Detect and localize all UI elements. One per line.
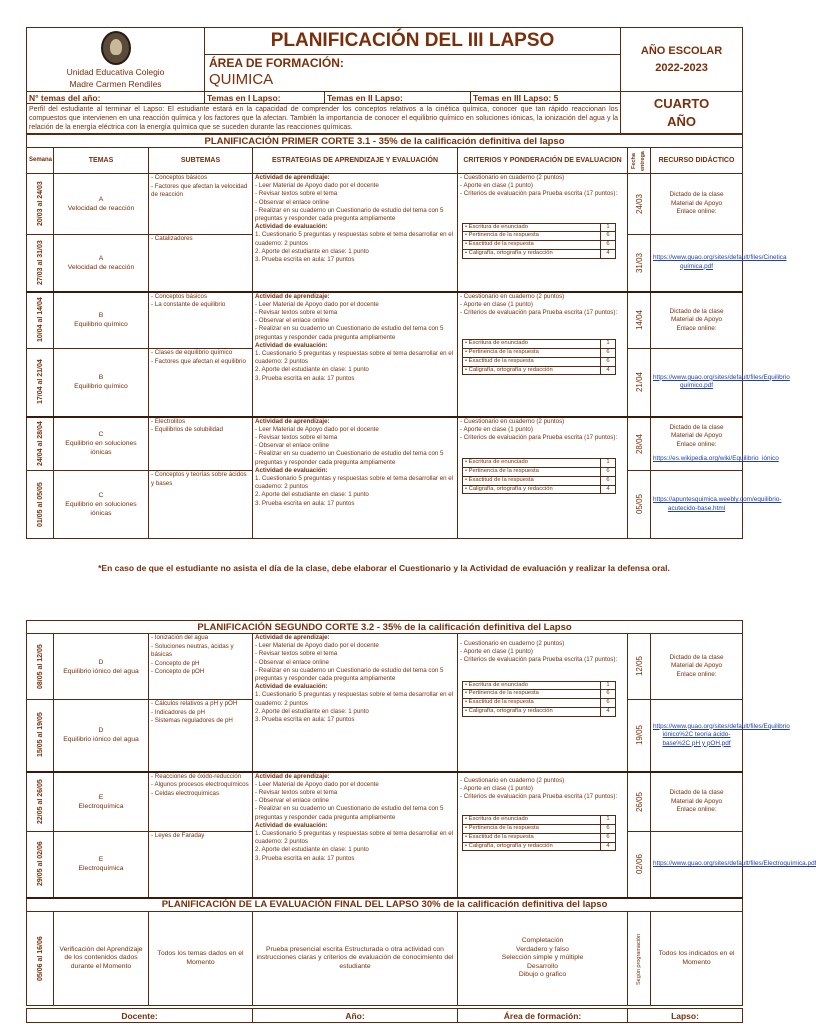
resource-link[interactable]: https://www.guao.org/sites/default/files/Equilibrio químico.pdf xyxy=(653,373,790,390)
resource-link[interactable]: https://www.guao.org/sites/default/files/Cinetica química.pdf xyxy=(653,254,787,270)
subtopic: - Conceptos básicos xyxy=(151,292,208,300)
final-criteria-item: Verdadero y falso xyxy=(516,945,569,953)
week-cell: 17/04 al 21/04 xyxy=(36,359,44,405)
evaluation-item: 2. Aporte del estudiante en clase: 1 punto xyxy=(255,707,369,715)
subtopic: - Conceptos básicos xyxy=(151,174,208,181)
resource-line: Material de Apoyo xyxy=(670,662,723,670)
strategy-cell: Actividad de aprendizaje: - Leer Material de Apoyo dado por el docente - Revisar textos sobre el tema - Observar el enlace online - Realizar en su cuaderno un Cuestionario de estudio del tema con 5 preguntas y responder cada pregunta ampliamente Actividad de evaluación: 1. Cuestionario 5 preguntas y respuestas sobre el tema desarrollar en el cuaderno: 2 puntos 2. Aporte del estudiante en clase: 1 punto 3. Prueba escrita en aula: 17 puntos xyxy=(253,634,458,772)
criteria-item: Criterios de evaluación para Prueba escrita (17 puntos): xyxy=(463,190,618,198)
topic-name: Equilibrio iónico del agua xyxy=(63,667,139,675)
criteria-label: • Exactitud de la respuesta xyxy=(463,357,601,366)
subtopic: - Factores que afectan la velocidad de reacción xyxy=(151,182,248,199)
criteria-points: 4 xyxy=(601,485,616,494)
subtopic: - Ionización del agua xyxy=(151,634,209,641)
final-criteria-item: Selección simple y múltiple xyxy=(501,954,584,962)
evaluation-item: 2. Aporte del estudiante en clase: 1 punto xyxy=(255,846,369,854)
strategy-item: Revisar textos sobre el tema xyxy=(258,190,338,198)
due-date: 12/05 xyxy=(634,656,644,677)
strategy-item: Observar el enlace online xyxy=(258,198,329,206)
evaluation-label: Actividad de evaluación: xyxy=(255,223,328,231)
topic-letter: E xyxy=(98,793,104,801)
area-label: ÁREA DE FORMACIÓN: xyxy=(209,56,344,70)
col-semana: Semana xyxy=(27,148,54,174)
criteria-points: 1 xyxy=(601,340,616,349)
level-line2: AÑO xyxy=(667,113,696,129)
criteria-points-table xyxy=(462,815,616,851)
table-row xyxy=(27,634,743,700)
school-name-line2: Madre Carmen Rendiles xyxy=(69,79,162,89)
criteria-label: • Escritura de enunciado xyxy=(463,816,601,825)
resource-link[interactable]: https://www.guao.org/sites/default/files/Electroquímica.pdf xyxy=(653,860,816,867)
level-line1: CUARTO xyxy=(653,95,710,111)
table-row xyxy=(27,912,743,1006)
student-profile: Perfil del estudiante al terminar el Lapso: El estudiante estará en la capacidad de comprender los conceptos relativos a la cinética química, conocer que tan rápido reaccionan los compuestos que intervienen en una reacción química y los factores que la afectan. También la importancia de conocer el equilibrio químico en soluciones iónicas, la ionización del agua y la relación de la energía eléctrica con la energía química que se suceden durante las reacciones químicas. xyxy=(27,104,621,134)
topic-name: Equilibrio iónico del agua xyxy=(63,736,139,744)
due-date: 02/06 xyxy=(634,854,644,875)
school-logo xyxy=(101,31,131,65)
corte1-table xyxy=(26,134,790,539)
criteria-points: 6 xyxy=(601,232,616,241)
criteria-label: • Caligrafía, ortografía y redacción xyxy=(463,708,601,717)
due-date: 31/03 xyxy=(634,252,644,273)
resource-line: Enlace online: xyxy=(676,324,717,332)
criteria-label: • Pertinencia de la respuesta xyxy=(463,348,601,357)
subtopics-cell xyxy=(149,235,253,292)
resource-line: Enlace online: xyxy=(676,670,717,678)
criteria-item: Criterios de evaluación para Prueba escrita (17 puntos): xyxy=(463,308,618,316)
footer-lapso: Lapso: xyxy=(628,1009,743,1023)
week-cell: 22/05 al 26/05 xyxy=(36,779,44,825)
title-cell xyxy=(205,28,621,92)
topic-letter: B xyxy=(98,312,104,320)
criteria-label: • Caligrafía, ortografía y redacción xyxy=(463,366,601,375)
corte2-band: PLANIFICACIÓN SEGUNDO CORTE 3.2 - 35% de la calificación definitiva del Lapso xyxy=(27,621,743,634)
criteria-label: • Pertinencia de la respuesta xyxy=(463,824,601,833)
topic-letter: D xyxy=(98,727,104,735)
topic-letter: A xyxy=(98,196,104,203)
evaluation-item: 1. Cuestionario 5 preguntas y respuestas sobre el tema desarrollar en el cuaderno: 2 puntos xyxy=(255,349,454,366)
subtopic: - Equilibrios de solubilidad xyxy=(151,426,223,434)
topic-cell xyxy=(54,235,149,292)
subtopics-cell xyxy=(149,772,253,832)
strategy-item: Realizar en su cuaderno un Cuestionario de estudio del tema con 5 preguntas y responder cada pregunta ampliamente xyxy=(255,450,444,466)
strategy-item: Observar el enlace online xyxy=(258,658,329,666)
subtopic: - Sistemas reguladores de pH xyxy=(151,717,233,725)
strategy-item: Realizar en su cuaderno un Cuestionario de estudio del tema con 5 preguntas y responder cada pregunta ampliamente xyxy=(255,666,444,683)
resource-cell xyxy=(651,471,782,539)
strategy-item: Leer Material de Apoyo dado por el docente xyxy=(258,642,379,650)
strategy-item: Leer Material de Apoyo dado por el docente xyxy=(258,425,379,433)
topic-cell xyxy=(54,832,149,898)
strategy-item: Revisar textos sobre el tema xyxy=(258,650,338,658)
week-cell: 10/04 al 14/04 xyxy=(36,297,44,343)
final-criteria-item: Completación xyxy=(521,937,564,945)
table-row xyxy=(27,417,743,471)
criteria-label: • Escritura de enunciado xyxy=(463,340,601,349)
criteria-points-table xyxy=(462,223,616,259)
final-resource: Todos los indicados en el Momento xyxy=(651,912,743,1006)
absence-note: *En caso de que el estudiante no asista el día de la clase, debe elaborar el Cuestionario y la Actividad de evaluación y realizar la defensa oral. xyxy=(98,563,670,573)
subtopic: - Leyes de Faraday xyxy=(151,832,205,839)
subtopic: - Conceptos y teorías sobre ácidos y bases xyxy=(151,471,247,487)
criteria-label: • Pertinencia de la respuesta xyxy=(463,467,601,476)
criteria-points-table xyxy=(462,458,616,494)
criteria-label: • Caligrafía, ortografía y redacción xyxy=(463,842,601,851)
criteria-points: 6 xyxy=(601,699,616,708)
school-cell xyxy=(27,28,205,92)
subtopic: - Algunos procesos electroquímicos xyxy=(151,781,249,789)
subtopic: - Soluciones neutras, ácidas y básicas xyxy=(151,642,234,659)
page-title: PLANIFICACIÓN DEL III LAPSO xyxy=(205,28,620,55)
week-cell: 05/06 al 16/06 xyxy=(36,936,44,981)
strategy-item: Leer Material de Apoyo dado por el docente xyxy=(258,182,379,190)
school-year-value: 2022-2023 xyxy=(655,61,708,74)
evaluation-item: 3. Prueba escrita en aula: 17 puntos xyxy=(255,716,355,724)
resource-link[interactable]: https://www.guao.org/sites/default/files/Equilibrio iónico%2C teoría ácido-base%2C pH y pOH.pdf xyxy=(653,722,790,747)
strategy-item: Realizar en su cuaderno un Cuestionario de estudio del tema con 5 preguntas y responder cada pregunta ampliamente xyxy=(255,805,444,821)
final-strategy: Prueba presencial escrita Estructurada o otra actividad con instrucciones claras y criterios de evaluación de conocimiento del estudiante xyxy=(253,912,458,1006)
subtopic: - Electrolitos xyxy=(151,417,186,425)
week-cell: 24/04 al 28/04 xyxy=(36,421,44,467)
week-cell: 15/05 al 19/05 xyxy=(36,712,44,758)
strategy-cell: Actividad de aprendizaje: - Leer Material de Apoyo dado por el docente - Revisar textos sobre el tema - Observar el enlace online - Realizar en su cuaderno un Cuestionario de estudio del tema con 5 preguntas y responder cada pregunta ampliamente Actividad de evaluación: 1. Cuestionario 5 preguntas y respuestas sobre el tema desarrollar en el cuaderno: 2 puntos 2. Aporte del estudiante en clase: 1 punto 3. Prueba escrita en aula: 17 puntos xyxy=(253,292,458,417)
criteria-cell: - Cuestionario en cuaderno (2 puntos) - Aporte en clase (1 punto) - Criterios de evaluación para Prueba escrita (17 puntos): • Escritura de enunciado 1 • Pertinencia de la respuesta 6 • Exactitud de la respuesta 6 • Caligrafía, ortografía y redacción 4 xyxy=(458,772,628,898)
strategy-item: Realizar en su cuaderno un Cuestionario de estudio del tema con 5 preguntas y responder cada pregunta ampliamente xyxy=(255,206,444,223)
criteria-label: • Caligrafía, ortografía y redacción xyxy=(463,485,601,494)
criteria-points: 6 xyxy=(601,357,616,366)
col-temas: TEMAS xyxy=(54,148,149,174)
topic-name: Equilibrio en soluciones iónicas xyxy=(65,440,137,457)
resource-cell xyxy=(651,292,743,349)
resource-cell xyxy=(651,235,787,292)
topic-cell xyxy=(54,292,149,349)
final-date: Según programación xyxy=(635,932,642,985)
resource-line: Dictado de la clase xyxy=(669,653,724,661)
final-criteria-item: Dibujo o grafico xyxy=(518,971,567,979)
criteria-points: 1 xyxy=(601,223,616,232)
level-cell xyxy=(621,92,743,134)
evaluation-item: 1. Cuestionario 5 preguntas y respuestas sobre el tema desarrollar en el cuaderno: 2 puntos xyxy=(255,231,454,247)
criteria-item: Aporte en clase (1 punto) xyxy=(463,648,533,656)
week-cell: 27/03 al 31/03 xyxy=(36,240,44,286)
subtopic: - La constante de equilibrio xyxy=(151,301,226,309)
strategy-item: Revisar textos sobre el tema xyxy=(258,308,338,316)
topic-cell xyxy=(54,174,149,235)
school-year-cell xyxy=(621,28,743,92)
topic-letter: D xyxy=(98,658,104,666)
criteria-label: • Exactitud de la respuesta xyxy=(463,476,601,485)
topic-cell xyxy=(54,349,149,417)
evaluation-item: 3. Prueba escrita en aula: 17 puntos xyxy=(255,499,355,507)
footer-table xyxy=(26,1008,743,1023)
topic-name: Velocidad de reacción xyxy=(67,263,135,271)
strategy-cell: Actividad de aprendizaje: - Leer Material de Apoyo dado por el docente - Revisar textos sobre el tema - Observar el enlace online - Realizar en su cuaderno un Cuestionario de estudio del tema con 5 preguntas y responder cada pregunta ampliamente Actividad de evaluación: 1. Cuestionario 5 preguntas y respuestas sobre el tema desarrollar en el cuaderno: 2 puntos 2. Aporte del estudiante en clase: 1 punto 3. Prueba escrita en aula: 17 puntos xyxy=(253,174,458,292)
criteria-item: Cuestionario en cuaderno (2 puntos) xyxy=(463,640,565,647)
subtopic: - Concepto de pH xyxy=(151,659,200,667)
criteria-cell: - Cuestionario en cuaderno (2 puntos) - Aporte en clase (1 punto) - Criterios de evaluación para Prueba escrita (17 puntos): • Escritura de enunciado 1 • Pertinencia de la respuesta 6 • Exactitud de la respuesta 6 • Caligrafía, ortografía y redacción 4 xyxy=(458,174,628,292)
col-estrategias: ESTRATEGIAS DE APRENDIZAJE Y EVALUACIÓN xyxy=(253,148,458,174)
resource-line: Enlace online: xyxy=(676,208,717,216)
lapso3-label: Temas en III Lapso: 5 xyxy=(471,92,621,104)
criteria-points: 4 xyxy=(601,708,616,717)
due-date: 24/03 xyxy=(634,193,644,215)
area-value: QUIMICA xyxy=(209,71,274,88)
resource-line: Dictado de la clase xyxy=(669,789,724,796)
due-date: 26/05 xyxy=(634,791,644,812)
subtopics-cell xyxy=(149,700,253,772)
subtopic: - Indicadores de pH xyxy=(151,708,206,716)
strategy-item: Observar el enlace online xyxy=(258,797,329,805)
resource-cell xyxy=(651,772,743,832)
criteria-label: • Caligrafía, ortografía y redacción xyxy=(463,250,601,259)
table-row xyxy=(27,174,743,235)
criteria-points: 6 xyxy=(601,833,616,842)
evaluation-item: 2. Aporte del estudiante en clase: 1 punto xyxy=(255,247,369,255)
criteria-cell: - Cuestionario en cuaderno (2 puntos) - Aporte en clase (1 punto) - Criterios de evaluación para Prueba escrita (17 puntos): • Escritura de enunciado 1 • Pertinencia de la respuesta 6 • Exactitud de la respuesta 6 • Caligrafía, ortografía y redacción 4 xyxy=(458,292,628,417)
criteria-item: Cuestionario en cuaderno (2 puntos) xyxy=(463,292,565,300)
criteria-cell: - Cuestionario en cuaderno (2 puntos) - Aporte en clase (1 punto) - Criterios de evaluación para Prueba escrita (17 puntos): • Escritura de enunciado 1 • Pertinencia de la respuesta 6 • Exactitud de la respuesta 6 • Caligrafía, ortografía y redacción 4 xyxy=(458,634,628,772)
criteria-points-table xyxy=(462,339,616,375)
topic-name: Equilibrio químico xyxy=(74,321,128,329)
final-criteria-item: Desarrollo xyxy=(527,962,558,970)
resource-line: Material de Apoyo xyxy=(670,797,723,805)
topic-name: Equilibrio en soluciones iónicas xyxy=(65,501,137,517)
criteria-item: Aporte en clase (1 punto) xyxy=(463,784,533,792)
subtopic: - Catalizadores xyxy=(151,235,193,242)
evaluation-label: Actividad de evaluación: xyxy=(255,821,328,829)
topic-cell xyxy=(54,772,149,832)
school-name-line1: Unidad Educativa Colegio xyxy=(66,67,165,77)
criteria-points: 6 xyxy=(601,241,616,250)
planning-sheet-first xyxy=(26,27,790,539)
criteria-item: Cuestionario en cuaderno (2 puntos) xyxy=(463,417,565,425)
resource-line: Dictado de la clase xyxy=(669,191,724,199)
subtopic: - Concepto de pOH xyxy=(151,668,205,676)
due-date: 21/04 xyxy=(634,372,644,393)
strategy-item: Revisar textos sobre el tema xyxy=(258,433,338,441)
week-cell: 08/05 al 12/05 xyxy=(36,644,44,689)
criteria-item: Criterios de evaluación para Prueba escrita (17 puntos): xyxy=(463,433,618,441)
subtopics-cell xyxy=(149,174,253,235)
footer-year: Año: xyxy=(253,1009,458,1023)
corte1-band: PLANIFICACIÓN PRIMER CORTE 3.1 - 35% de la calificación definitiva del lapso xyxy=(27,135,743,148)
resource-line: Dictado de la clase xyxy=(669,423,724,431)
criteria-points: 1 xyxy=(601,816,616,825)
learning-label: Actividad de aprendizaje: xyxy=(255,174,330,181)
subtopics-cell xyxy=(149,832,253,898)
criteria-points: 4 xyxy=(601,250,616,259)
evaluation-label: Actividad de evaluación: xyxy=(255,466,328,474)
resource-cell xyxy=(651,174,743,235)
week-cell: 29/05 al 02/06 xyxy=(36,841,44,887)
strategy-item: Leer Material de Apoyo dado por el docente xyxy=(258,300,379,308)
criteria-item: Aporte en clase (1 punto) xyxy=(463,182,533,190)
subtopics-cell xyxy=(149,471,253,539)
evaluation-item: 2. Aporte del estudiante en clase: 1 punto xyxy=(255,366,369,374)
strategy-item: Observar el enlace online xyxy=(258,442,329,450)
resource-cell xyxy=(651,349,790,417)
criteria-points: 1 xyxy=(601,459,616,468)
subtopic: - Cálculos relativos a pH y pOH xyxy=(151,700,238,707)
final-band: PLANIFICACIÓN DE LA EVALUACIÓN FINAL DEL LAPSO 30% de la calificación definitiva del lapso xyxy=(27,898,743,912)
subtopic: - Factores que afectan el equilibrio xyxy=(151,357,246,365)
evaluation-item: 3. Prueba escrita en aula: 17 puntos xyxy=(255,854,355,862)
due-date: 05/05 xyxy=(634,494,644,515)
resource-line: Material de Apoyo xyxy=(670,199,723,207)
col-recurso: RECURSO DIDÁCTICO xyxy=(651,148,743,174)
resource-line: Material de Apoyo xyxy=(670,316,723,323)
criteria-label: • Exactitud de la respuesta xyxy=(463,241,601,250)
subtopic: - Celdas electroquímicas xyxy=(151,789,220,797)
strategy-cell: Actividad de aprendizaje: - Leer Material de Apoyo dado por el docente - Revisar textos sobre el tema - Observar el enlace online - Realizar en su cuaderno un Cuestionario de estudio del tema con 5 preguntas y responder cada pregunta ampliamente Actividad de evaluación: 1. Cuestionario 5 preguntas y respuestas sobre el tema desarrollar en el cuaderno: 2 puntos 2. Aporte del estudiante en clase: 1 punto 3. Prueba escrita en aula: 17 puntos xyxy=(253,417,458,539)
criteria-points: 6 xyxy=(601,824,616,833)
learning-label: Actividad de aprendizaje: xyxy=(255,634,330,641)
table-row xyxy=(27,772,743,832)
learning-label: Actividad de aprendizaje: xyxy=(255,772,330,780)
topic-name: Electroquímica xyxy=(78,802,124,810)
resource-line: Enlace online: xyxy=(676,440,717,448)
final-subtopics: Todos los temas dados en el Momento xyxy=(149,912,253,1006)
criteria-cell: - Cuestionario en cuaderno (2 puntos) - Aporte en clase (1 punto) - Criterios de evaluación para Prueba escrita (17 puntos): • Escritura de enunciado 1 • Pertinencia de la respuesta 6 • Exactitud de la respuesta 6 • Caligrafía, ortografía y redacción 4 xyxy=(458,417,628,539)
due-date: 28/04 xyxy=(634,433,644,454)
evaluation-item: 1. Cuestionario 5 preguntas y respuestas sobre el tema desarrollar en el cuaderno: 2 puntos xyxy=(255,829,454,846)
lapso1-label: Temas en I Lapso: xyxy=(205,92,325,104)
topic-letter: E xyxy=(98,856,104,864)
col-fecha: Fecha entrega xyxy=(631,150,646,171)
topic-letter: A xyxy=(98,254,104,262)
resource-cell xyxy=(651,700,790,772)
resource-cell xyxy=(651,634,743,700)
resource-line: Enlace online: xyxy=(676,806,717,813)
evaluation-item: 2. Aporte del estudiante en clase: 1 punto xyxy=(255,491,369,499)
subtopics-cell xyxy=(149,349,253,417)
subtopic: - Reacciones de óxido-reducción xyxy=(151,772,242,780)
resource-line: Dictado de la clase xyxy=(669,307,724,315)
criteria-points: 6 xyxy=(601,476,616,485)
criteria-points: 6 xyxy=(601,690,616,699)
subtopics-cell xyxy=(149,292,253,349)
subtopics-cell xyxy=(149,634,253,700)
footer-teacher: Docente: xyxy=(27,1009,253,1023)
evaluation-item: 1. Cuestionario 5 preguntas y respuestas sobre el tema desarrollar en el cuaderno: 2 puntos xyxy=(255,691,454,707)
topics-count-label: N° temas del año: xyxy=(27,92,205,104)
topic-name: Electroquímica xyxy=(78,865,124,873)
school-year-label: AÑO ESCOLAR xyxy=(640,44,723,57)
criteria-item: Aporte en clase (1 punto) xyxy=(463,300,533,308)
topic-cell xyxy=(54,700,149,772)
topic-cell xyxy=(54,634,149,700)
criteria-item: Cuestionario en cuaderno (2 puntos) xyxy=(463,776,565,784)
final-topic: Verificación del Aprendizaje de los contenidos dados durante el Momento xyxy=(54,912,149,1006)
topic-name: Equilibrio químico xyxy=(74,383,128,391)
strategy-item: Observar el enlace online xyxy=(258,317,329,325)
criteria-label: • Pertinencia de la respuesta xyxy=(463,690,601,699)
final-criteria xyxy=(458,912,628,1006)
criteria-label: • Exactitud de la respuesta xyxy=(463,833,601,842)
header-table xyxy=(26,27,743,134)
evaluation-label: Actividad de evaluación: xyxy=(255,341,328,349)
resource-cell xyxy=(651,832,816,898)
evaluation-label: Actividad de evaluación: xyxy=(255,683,328,691)
criteria-label: • Escritura de enunciado xyxy=(463,459,601,468)
week-cell: 01/05 al 05/05 xyxy=(36,482,44,527)
evaluation-item: 1. Cuestionario 5 preguntas y respuestas sobre el tema desarrollar en el cuaderno: 2 puntos xyxy=(255,474,454,491)
col-criterios: CRITERIOS Y PONDERACIÓN DE EVALUACION xyxy=(458,148,628,174)
criteria-label: • Escritura de enunciado xyxy=(463,223,601,232)
resource-link[interactable]: https://es.wikipedia.org/wiki/Equilibrio_iónico xyxy=(653,455,779,463)
strategy-item: Leer Material de Apoyo dado por el docente xyxy=(258,780,379,788)
resource-cell xyxy=(651,417,779,471)
topic-name: Velocidad de reacción xyxy=(67,205,135,212)
criteria-item: Cuestionario en cuaderno (2 puntos) xyxy=(463,174,565,181)
week-cell: 20/03 al 24/03 xyxy=(36,181,44,227)
table-row xyxy=(27,292,743,349)
evaluation-item: 3. Prueba escrita en aula: 17 puntos xyxy=(255,374,355,382)
criteria-points: 4 xyxy=(601,366,616,375)
criteria-label: • Exactitud de la respuesta xyxy=(463,699,601,708)
due-date: 14/04 xyxy=(634,310,644,331)
subtopic: - Clases de equilibrio químico xyxy=(151,349,233,356)
strategy-item: Realizar en su cuaderno un Cuestionario de estudio del tema con 5 preguntas y responder cada pregunta ampliamente xyxy=(255,325,444,341)
strategy-cell: Actividad de aprendizaje: - Leer Material de Apoyo dado por el docente - Revisar textos sobre el tema - Observar el enlace online - Realizar en su cuaderno un Cuestionario de estudio del tema con 5 preguntas y responder cada pregunta ampliamente Actividad de evaluación: 1. Cuestionario 5 preguntas y respuestas sobre el tema desarrollar en el cuaderno: 2 puntos 2. Aporte del estudiante en clase: 1 punto 3. Prueba escrita en aula: 17 puntos xyxy=(253,772,458,898)
criteria-label: • Pertinencia de la respuesta xyxy=(463,232,601,241)
evaluation-item: 3. Prueba escrita en aula: 17 puntos xyxy=(255,256,355,264)
criteria-points: 1 xyxy=(601,681,616,690)
criteria-points-table xyxy=(462,681,616,717)
criteria-points: 6 xyxy=(601,467,616,476)
resource-link[interactable]: https://apuntesquimica.weebly.com/equilibrio-acutecido-base.html xyxy=(653,496,782,512)
planning-sheet-second xyxy=(26,620,816,1023)
criteria-item: Criterios de evaluación para Prueba escrita (17 puntos): xyxy=(463,792,618,800)
criteria-item: Aporte en clase (1 punto) xyxy=(463,425,533,433)
learning-label: Actividad de aprendizaje: xyxy=(255,292,330,300)
strategy-item: Revisar textos sobre el tema xyxy=(258,788,338,796)
col-subtemas: SUBTEMAS xyxy=(149,148,253,174)
corte2-table xyxy=(26,620,816,1006)
due-date: 19/05 xyxy=(634,725,644,746)
topic-letter: B xyxy=(98,374,104,382)
criteria-points: 4 xyxy=(601,842,616,851)
resource-line: Material de Apoyo xyxy=(670,432,723,440)
topic-letter: C xyxy=(98,492,104,499)
footer-area: Área de formación: xyxy=(458,1009,628,1023)
topic-letter: C xyxy=(98,431,104,439)
learning-label: Actividad de aprendizaje: xyxy=(255,417,330,425)
topic-cell xyxy=(54,471,149,539)
lapso2-label: Temas en II Lapso: xyxy=(325,92,471,104)
criteria-item: Criterios de evaluación para Prueba escrita (17 puntos): xyxy=(463,656,618,664)
criteria-label: • Escritura de enunciado xyxy=(463,681,601,690)
criteria-points: 6 xyxy=(601,348,616,357)
subtopics-cell xyxy=(149,417,253,471)
topic-cell xyxy=(54,417,149,471)
